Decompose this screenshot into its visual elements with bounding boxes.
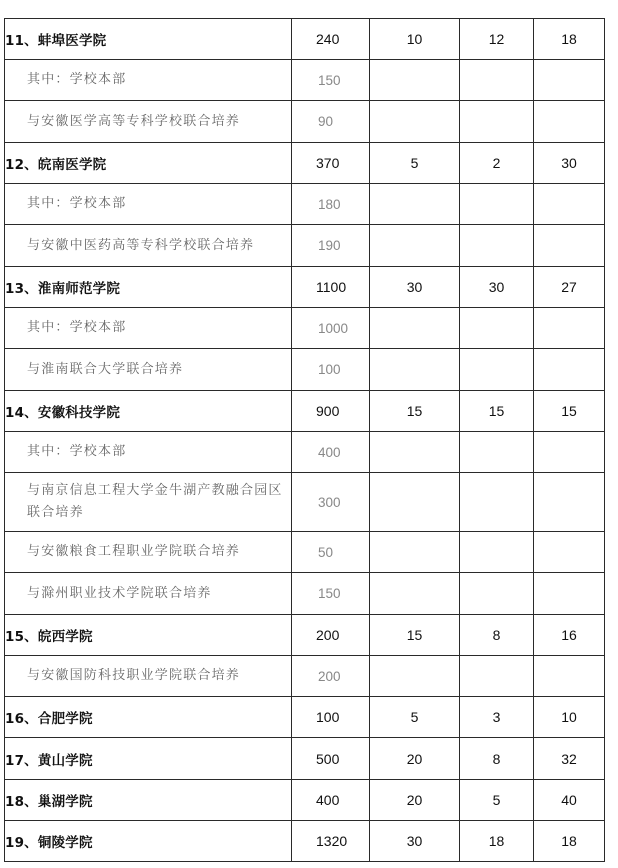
- quota-column-3-cell: [460, 184, 534, 225]
- enrollment-table: [4, 18, 605, 862]
- quota-column-2-cell: [370, 573, 460, 615]
- institution-name-cell: 19、铜陵学院: [5, 821, 292, 862]
- total-quota-cell: 100: [292, 697, 370, 738]
- institution-name-cell: 其中：学校本部: [5, 432, 292, 473]
- quota-column-2-cell: 15: [370, 391, 460, 432]
- institution-name-cell: 与安徽国防科技职业学院联合培养: [5, 656, 292, 697]
- quota-column-2-cell: [370, 349, 460, 391]
- quota-column-4-cell: [534, 60, 605, 101]
- quota-column-2-cell: 10: [370, 19, 460, 60]
- quota-column-3-cell: 18: [460, 821, 534, 862]
- quota-column-4-cell: [534, 473, 605, 532]
- total-quota-cell: 90: [292, 101, 370, 143]
- quota-column-4-cell: 10: [534, 697, 605, 738]
- quota-column-3-cell: [460, 573, 534, 615]
- quota-column-3-cell: 30: [460, 267, 534, 308]
- quota-column-4-cell: 18: [534, 19, 605, 60]
- institution-name-cell: 13、淮南师范学院: [5, 267, 292, 308]
- quota-column-2-cell: [370, 184, 460, 225]
- institution-name-cell: 14、安徽科技学院: [5, 391, 292, 432]
- quota-column-4-cell: 16: [534, 615, 605, 656]
- institution-name-cell: 其中：学校本部: [5, 308, 292, 349]
- total-quota-cell: 200: [292, 656, 370, 697]
- institution-name-cell: 11、蚌埠医学院: [5, 19, 292, 60]
- sub-row: [5, 573, 605, 615]
- quota-column-4-cell: 15: [534, 391, 605, 432]
- total-quota-cell: 240: [292, 19, 370, 60]
- quota-column-4-cell: [534, 656, 605, 697]
- quota-column-4-cell: 18: [534, 821, 605, 862]
- sub-row: [5, 532, 605, 573]
- quota-column-2-cell: [370, 60, 460, 101]
- institution-name-cell: 其中：学校本部: [5, 184, 292, 225]
- quota-column-4-cell: [534, 432, 605, 473]
- quota-column-3-cell: 8: [460, 738, 534, 780]
- institution-name-cell: 与淮南联合大学联合培养: [5, 349, 292, 391]
- quota-column-2-cell: [370, 101, 460, 143]
- quota-column-4-cell: 40: [534, 780, 605, 821]
- school-row: [5, 19, 605, 60]
- institution-name-cell: 与安徽医学高等专科学校联合培养: [5, 101, 292, 143]
- total-quota-cell: 370: [292, 143, 370, 184]
- quota-column-3-cell: 3: [460, 697, 534, 738]
- table-body: [5, 19, 605, 862]
- quota-column-4-cell: [534, 308, 605, 349]
- total-quota-cell: 500: [292, 738, 370, 780]
- quota-column-3-cell: 2: [460, 143, 534, 184]
- quota-column-2-cell: [370, 473, 460, 532]
- quota-column-3-cell: [460, 473, 534, 532]
- total-quota-cell: 1320: [292, 821, 370, 862]
- institution-name-cell: 17、黄山学院: [5, 738, 292, 780]
- institution-name-cell: 18、巢湖学院: [5, 780, 292, 821]
- quota-column-2-cell: [370, 532, 460, 573]
- total-quota-cell: 300: [292, 473, 370, 532]
- sub-row: [5, 432, 605, 473]
- quota-column-4-cell: 27: [534, 267, 605, 308]
- institution-name-cell: 与滁州职业技术学院联合培养: [5, 573, 292, 615]
- quota-column-4-cell: [534, 184, 605, 225]
- quota-column-3-cell: [460, 225, 534, 267]
- total-quota-cell: 900: [292, 391, 370, 432]
- quota-column-3-cell: [460, 60, 534, 101]
- quota-column-2-cell: 5: [370, 697, 460, 738]
- sub-row: [5, 308, 605, 349]
- quota-column-3-cell: [460, 349, 534, 391]
- total-quota-cell: 1100: [292, 267, 370, 308]
- quota-column-2-cell: 30: [370, 267, 460, 308]
- total-quota-cell: 150: [292, 573, 370, 615]
- total-quota-cell: 100: [292, 349, 370, 391]
- quota-column-2-cell: 30: [370, 821, 460, 862]
- quota-column-2-cell: 20: [370, 738, 460, 780]
- quota-column-3-cell: 8: [460, 615, 534, 656]
- institution-name-cell: 与安徽粮食工程职业学院联合培养: [5, 532, 292, 573]
- total-quota-cell: 1000: [292, 308, 370, 349]
- sub-row: [5, 101, 605, 143]
- quota-column-2-cell: [370, 656, 460, 697]
- quota-column-3-cell: 15: [460, 391, 534, 432]
- institution-name-cell: 与南京信息工程大学金牛湖产教融合园区联合培养: [5, 473, 292, 532]
- school-row: [5, 697, 605, 738]
- quota-column-4-cell: 30: [534, 143, 605, 184]
- quota-column-2-cell: 5: [370, 143, 460, 184]
- institution-name-cell: 其中：学校本部: [5, 60, 292, 101]
- sub-row: [5, 656, 605, 697]
- institution-name-cell: 16、合肥学院: [5, 697, 292, 738]
- school-row: [5, 821, 605, 862]
- quota-column-2-cell: [370, 225, 460, 267]
- school-row: [5, 143, 605, 184]
- quota-column-3-cell: [460, 308, 534, 349]
- school-row: [5, 615, 605, 656]
- total-quota-cell: 190: [292, 225, 370, 267]
- quota-column-3-cell: [460, 656, 534, 697]
- quota-column-3-cell: [460, 101, 534, 143]
- school-row: [5, 780, 605, 821]
- quota-column-3-cell: 5: [460, 780, 534, 821]
- sub-row: [5, 473, 605, 532]
- sub-row: [5, 60, 605, 101]
- quota-column-3-cell: [460, 532, 534, 573]
- quota-column-4-cell: 32: [534, 738, 605, 780]
- quota-column-3-cell: [460, 432, 534, 473]
- quota-column-4-cell: [534, 349, 605, 391]
- quota-column-4-cell: [534, 532, 605, 573]
- total-quota-cell: 150: [292, 60, 370, 101]
- quota-column-4-cell: [534, 573, 605, 615]
- total-quota-cell: 50: [292, 532, 370, 573]
- school-row: [5, 391, 605, 432]
- quota-column-4-cell: [534, 101, 605, 143]
- school-row: [5, 267, 605, 308]
- sub-row: [5, 184, 605, 225]
- institution-name-cell: 与安徽中医药高等专科学校联合培养: [5, 225, 292, 267]
- quota-column-2-cell: 15: [370, 615, 460, 656]
- total-quota-cell: 200: [292, 615, 370, 656]
- sub-row: [5, 225, 605, 267]
- quota-column-3-cell: 12: [460, 19, 534, 60]
- quota-column-2-cell: 20: [370, 780, 460, 821]
- institution-name-cell: 15、皖西学院: [5, 615, 292, 656]
- quota-column-2-cell: [370, 308, 460, 349]
- total-quota-cell: 400: [292, 780, 370, 821]
- total-quota-cell: 400: [292, 432, 370, 473]
- quota-column-4-cell: [534, 225, 605, 267]
- quota-column-2-cell: [370, 432, 460, 473]
- total-quota-cell: 180: [292, 184, 370, 225]
- school-row: [5, 738, 605, 780]
- sub-row: [5, 349, 605, 391]
- institution-name-cell: 12、皖南医学院: [5, 143, 292, 184]
